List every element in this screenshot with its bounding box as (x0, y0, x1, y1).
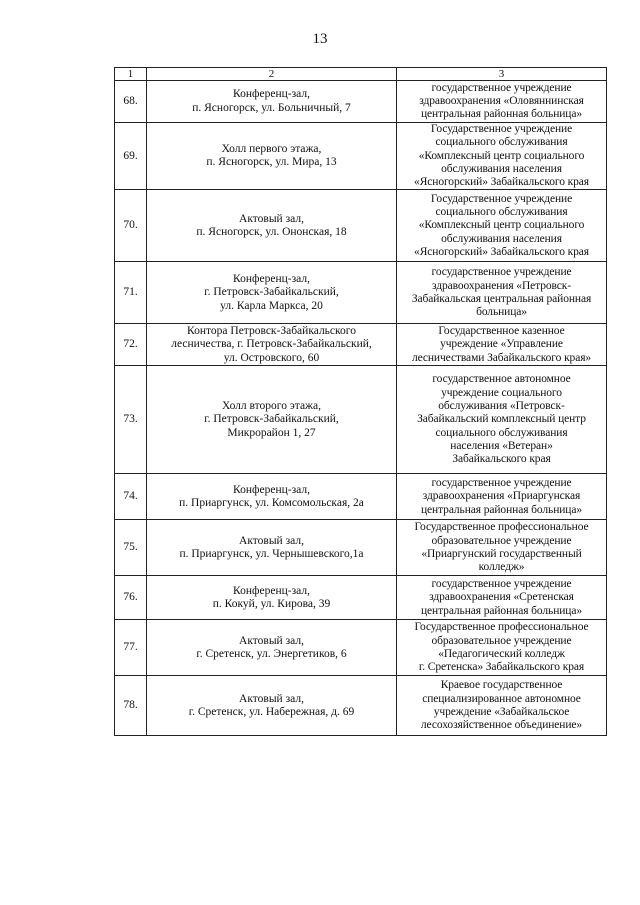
table-row (115, 620, 607, 676)
venue-line: Холл второго этажа, (222, 400, 321, 413)
venue-line: п. Кокуй, ул. Кирова, 39 (212, 597, 331, 610)
table-row (115, 324, 607, 366)
table-row (115, 262, 607, 324)
venue-line: г. Сретенск, ул. Энергетиков, 6 (196, 647, 347, 660)
row-number: 72. (115, 324, 147, 366)
table-row (115, 576, 607, 620)
column-header-number: 1 (115, 68, 147, 81)
organization-line: Государственное учреждение (430, 192, 573, 205)
organization-line: Забайкальская центральная районная (411, 292, 592, 305)
venues-table (114, 67, 607, 736)
venue-line: Актовый зал, (239, 634, 304, 647)
venue-cell (147, 576, 397, 620)
organization-cell (397, 190, 607, 262)
organization-cell (397, 366, 607, 474)
organization-line: «Приаргунский государственный (421, 547, 582, 560)
organization-line: государственное учреждение (431, 477, 572, 490)
column-header-organization: 3 (397, 68, 607, 81)
row-number: 73. (115, 366, 147, 474)
organization-line: «Ясногорский» Забайкальского края (414, 245, 589, 258)
venue-line: Микрорайон 1, 27 (227, 426, 316, 439)
row-number: 78. (115, 676, 147, 736)
row-number: 70. (115, 190, 147, 262)
venue-line: Актовый зал, (239, 692, 304, 705)
row-number: 69. (115, 123, 147, 190)
table-body (115, 68, 607, 736)
venue-line: п. Приаргунск, ул. Чернышевского,1а (179, 547, 364, 560)
venue-cell (147, 676, 397, 736)
venue-line: г. Петровск-Забайкальский, (204, 413, 339, 426)
organization-line: здравоохранения «Петровск- (431, 279, 572, 292)
organization-line: Государственное профессиональное (414, 521, 589, 534)
organization-line: Забайкальского края (452, 453, 551, 466)
venue-line: п. Ясногорск, ул. Ононская, 18 (196, 225, 347, 238)
organization-line: «Комплексный центр социального (418, 219, 585, 232)
organization-line: государственное учреждение (431, 578, 572, 591)
organization-line: обслуживания населения (441, 232, 562, 245)
organization-line: Краевое государственное (440, 679, 563, 692)
venue-line: п. Приаргунск, ул. Комсомольская, 2а (179, 496, 364, 509)
organization-line: больница» (476, 306, 527, 319)
organization-line: государственное учреждение (431, 266, 572, 279)
row-number: 75. (115, 520, 147, 576)
organization-line: «Ясногорский» Забайкальского края (414, 176, 589, 189)
organization-line: Государственное учреждение (430, 123, 573, 135)
organization-line: здравоохранения «Приаргунская (422, 490, 581, 503)
organization-line: социального обслуживания (435, 136, 568, 149)
column-header-place: 2 (147, 68, 397, 81)
venue-line: Холл первого этажа, (221, 142, 322, 155)
organization-line: обслуживания «Петровск- (438, 400, 565, 413)
organization-line: обслуживания населения (441, 162, 562, 175)
venue-line: Конференц-зал, (233, 273, 310, 286)
organization-line: Государственное казенное (438, 325, 565, 338)
organization-line: центральная районная больница» (420, 604, 583, 617)
table-row (115, 520, 607, 576)
venue-cell (147, 123, 397, 190)
venue-line: лесничества, г. Петровск-Забайкальский, (171, 338, 372, 351)
row-number: 68. (115, 81, 147, 123)
venue-cell (147, 190, 397, 262)
page-number: 13 (312, 31, 328, 47)
venue-line: п. Ясногорск, ул. Мира, 13 (206, 156, 337, 169)
organization-line: г. Сретенска» Забайкальского края (418, 661, 585, 674)
venue-cell (147, 620, 397, 676)
organization-cell (397, 676, 607, 736)
table-row (115, 123, 607, 190)
organization-cell (397, 324, 607, 366)
organization-line: учреждение социального (441, 386, 562, 399)
venue-cell (147, 474, 397, 520)
organization-cell (397, 262, 607, 324)
organization-cell (397, 474, 607, 520)
organization-line: здравоохранения «Сретенская (429, 591, 574, 604)
organization-cell (397, 81, 607, 123)
venue-cell (147, 81, 397, 123)
organization-line: специализированное автономное (422, 692, 581, 705)
venue-line: Контора Петровск-Забайкальского (187, 325, 356, 338)
table-header-row (115, 68, 607, 81)
organization-cell (397, 576, 607, 620)
organization-line: лесничествами Забайкальского края» (411, 351, 592, 364)
table-row (115, 474, 607, 520)
venue-line: Конференц-зал, (233, 483, 310, 496)
organization-line: здравоохранения «Оловяннинская (419, 94, 584, 107)
organization-cell (397, 620, 607, 676)
venue-cell (147, 366, 397, 474)
organization-line: учреждение «Управление (440, 338, 563, 351)
venue-line: ул. Островского, 60 (223, 351, 320, 364)
row-number: 77. (115, 620, 147, 676)
organization-cell (397, 123, 607, 190)
organization-line: лесохозяйственное объединение» (420, 719, 583, 732)
venue-cell (147, 262, 397, 324)
venue-cell (147, 324, 397, 366)
organization-cell (397, 520, 607, 576)
venue-line: Конференц-зал, (233, 88, 310, 101)
venue-line: Конференц-зал, (233, 584, 310, 597)
organization-line: населения «Ветеран» (450, 439, 553, 452)
organization-line: образовательное учреждение (431, 634, 572, 647)
table-row (115, 81, 607, 123)
venue-line: ул. Карла Маркса, 20 (220, 299, 323, 312)
venue-line: г. Сретенск, ул. Набережная, д. 69 (188, 705, 355, 718)
row-number: 71. (115, 262, 147, 324)
organization-line: государственное учреждение (431, 81, 572, 94)
organization-line: центральная районная больница» (420, 503, 583, 516)
venue-line: г. Петровск-Забайкальский, (204, 286, 339, 299)
organization-line: социального обслуживания (435, 426, 568, 439)
organization-line: учреждение «Забайкальское (433, 705, 570, 718)
organization-line: Забайкальский комплексный центр (417, 413, 586, 426)
venue-line: Актовый зал, (239, 212, 304, 225)
organization-line: образовательное учреждение (431, 534, 572, 547)
table-row (115, 366, 607, 474)
venue-line: Актовый зал, (239, 534, 304, 547)
organization-line: «Комплексный центр социального (418, 149, 585, 162)
row-number: 76. (115, 576, 147, 620)
table-row (115, 676, 607, 736)
row-number: 74. (115, 474, 147, 520)
organization-line: Государственное профессиональное (414, 621, 589, 634)
venue-line: п. Ясногорск, ул. Больничный, 7 (192, 101, 351, 114)
organization-line: центральная районная больница» (420, 108, 583, 121)
organization-line: колледж» (478, 561, 525, 574)
organization-line: государственное автономное (432, 373, 571, 386)
organization-line: «Педагогический колледж (438, 647, 565, 660)
organization-line: социального обслуживания (435, 206, 568, 219)
venue-cell (147, 520, 397, 576)
table-row (115, 190, 607, 262)
